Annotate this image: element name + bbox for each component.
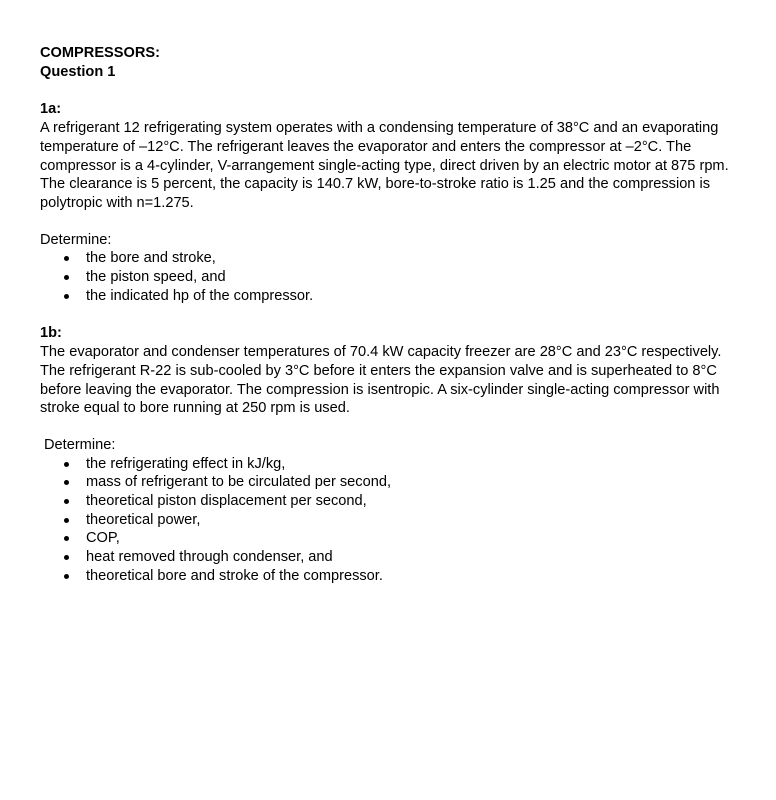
bullet-icon (64, 462, 69, 467)
bullet-icon (64, 574, 69, 579)
spacer (40, 213, 740, 231)
part-b-body: The evaporator and condenser temperatures of 70.4 kW capacity freezer are 28°C and 23°C respectively. The refrigerant R-22 is sub-cooled by 3°C before it enters the expansion valve and is superheated to 8°C before leaving the evaporator. The compression is isentropic. A six-cylinder single-acting compressor with stroke equal to bore running at 250 rpm is used. (40, 344, 722, 417)
list-item-text: the indicated hp of the compressor. (86, 287, 314, 304)
bullet-icon (64, 294, 69, 299)
list-item-text: theoretical power, (86, 511, 201, 528)
list-item-text: the refrigerating effect in kJ/kg, (86, 455, 286, 472)
question-heading: Question 1 (40, 63, 116, 80)
list-item (64, 249, 740, 268)
bullet-icon (64, 518, 69, 523)
part-a-label: 1a: (40, 101, 62, 118)
bullet-icon (64, 536, 69, 541)
document-title: COMPRESSORS: (40, 45, 161, 61)
list-item-text: heat removed through condenser, and (86, 549, 333, 566)
list-item (64, 455, 740, 474)
bullet-icon (64, 499, 69, 504)
part-b-determine: Determine: (44, 436, 116, 453)
list-item (64, 548, 740, 567)
list-item (64, 473, 740, 492)
bullet-icon (64, 275, 69, 280)
bullet-icon (64, 555, 69, 560)
list-item (64, 567, 740, 586)
spacer (40, 305, 740, 324)
list-item-text: COP, (86, 530, 120, 547)
part-b-section (40, 324, 740, 585)
list-item-text: theoretical piston displacement per second, (86, 493, 367, 510)
spacer (40, 81, 740, 100)
list-item (64, 268, 740, 287)
list-item (64, 511, 740, 530)
list-item-text: the bore and stroke, (86, 250, 216, 267)
list-item (64, 529, 740, 548)
part-a-body: A refrigerant 12 refrigerating system operates with a condensing temperature of 38°C and an evaporating temperature of –12°C. The refrigerant leaves the evaporator and enters the compressor at –2°C. The compressor is a 4-cylinder, V-arrangement single-acting type, direct driven by an electric motor at 875 rpm. The clearance is 5 percent, the capacity is 140.7 kW, bore-to-stroke ratio is 1.25 and the compression is polytropic with n=1.275. (40, 120, 729, 211)
list-item (64, 287, 740, 306)
spacer (40, 418, 740, 436)
list-item-text: theoretical bore and stroke of the compressor. (86, 567, 383, 584)
list-item-text: mass of refrigerant to be circulated per second, (86, 474, 392, 491)
part-a-section (40, 100, 740, 305)
document-page (40, 44, 740, 586)
part-a-determine: Determine: (40, 231, 112, 248)
list-item-text: the piston speed, and (86, 269, 226, 286)
part-a-list (40, 249, 740, 305)
bullet-icon (64, 480, 69, 485)
part-b-label: 1b: (40, 325, 62, 342)
part-b-list (40, 455, 740, 586)
bullet-icon (64, 256, 69, 261)
list-item (64, 492, 740, 511)
